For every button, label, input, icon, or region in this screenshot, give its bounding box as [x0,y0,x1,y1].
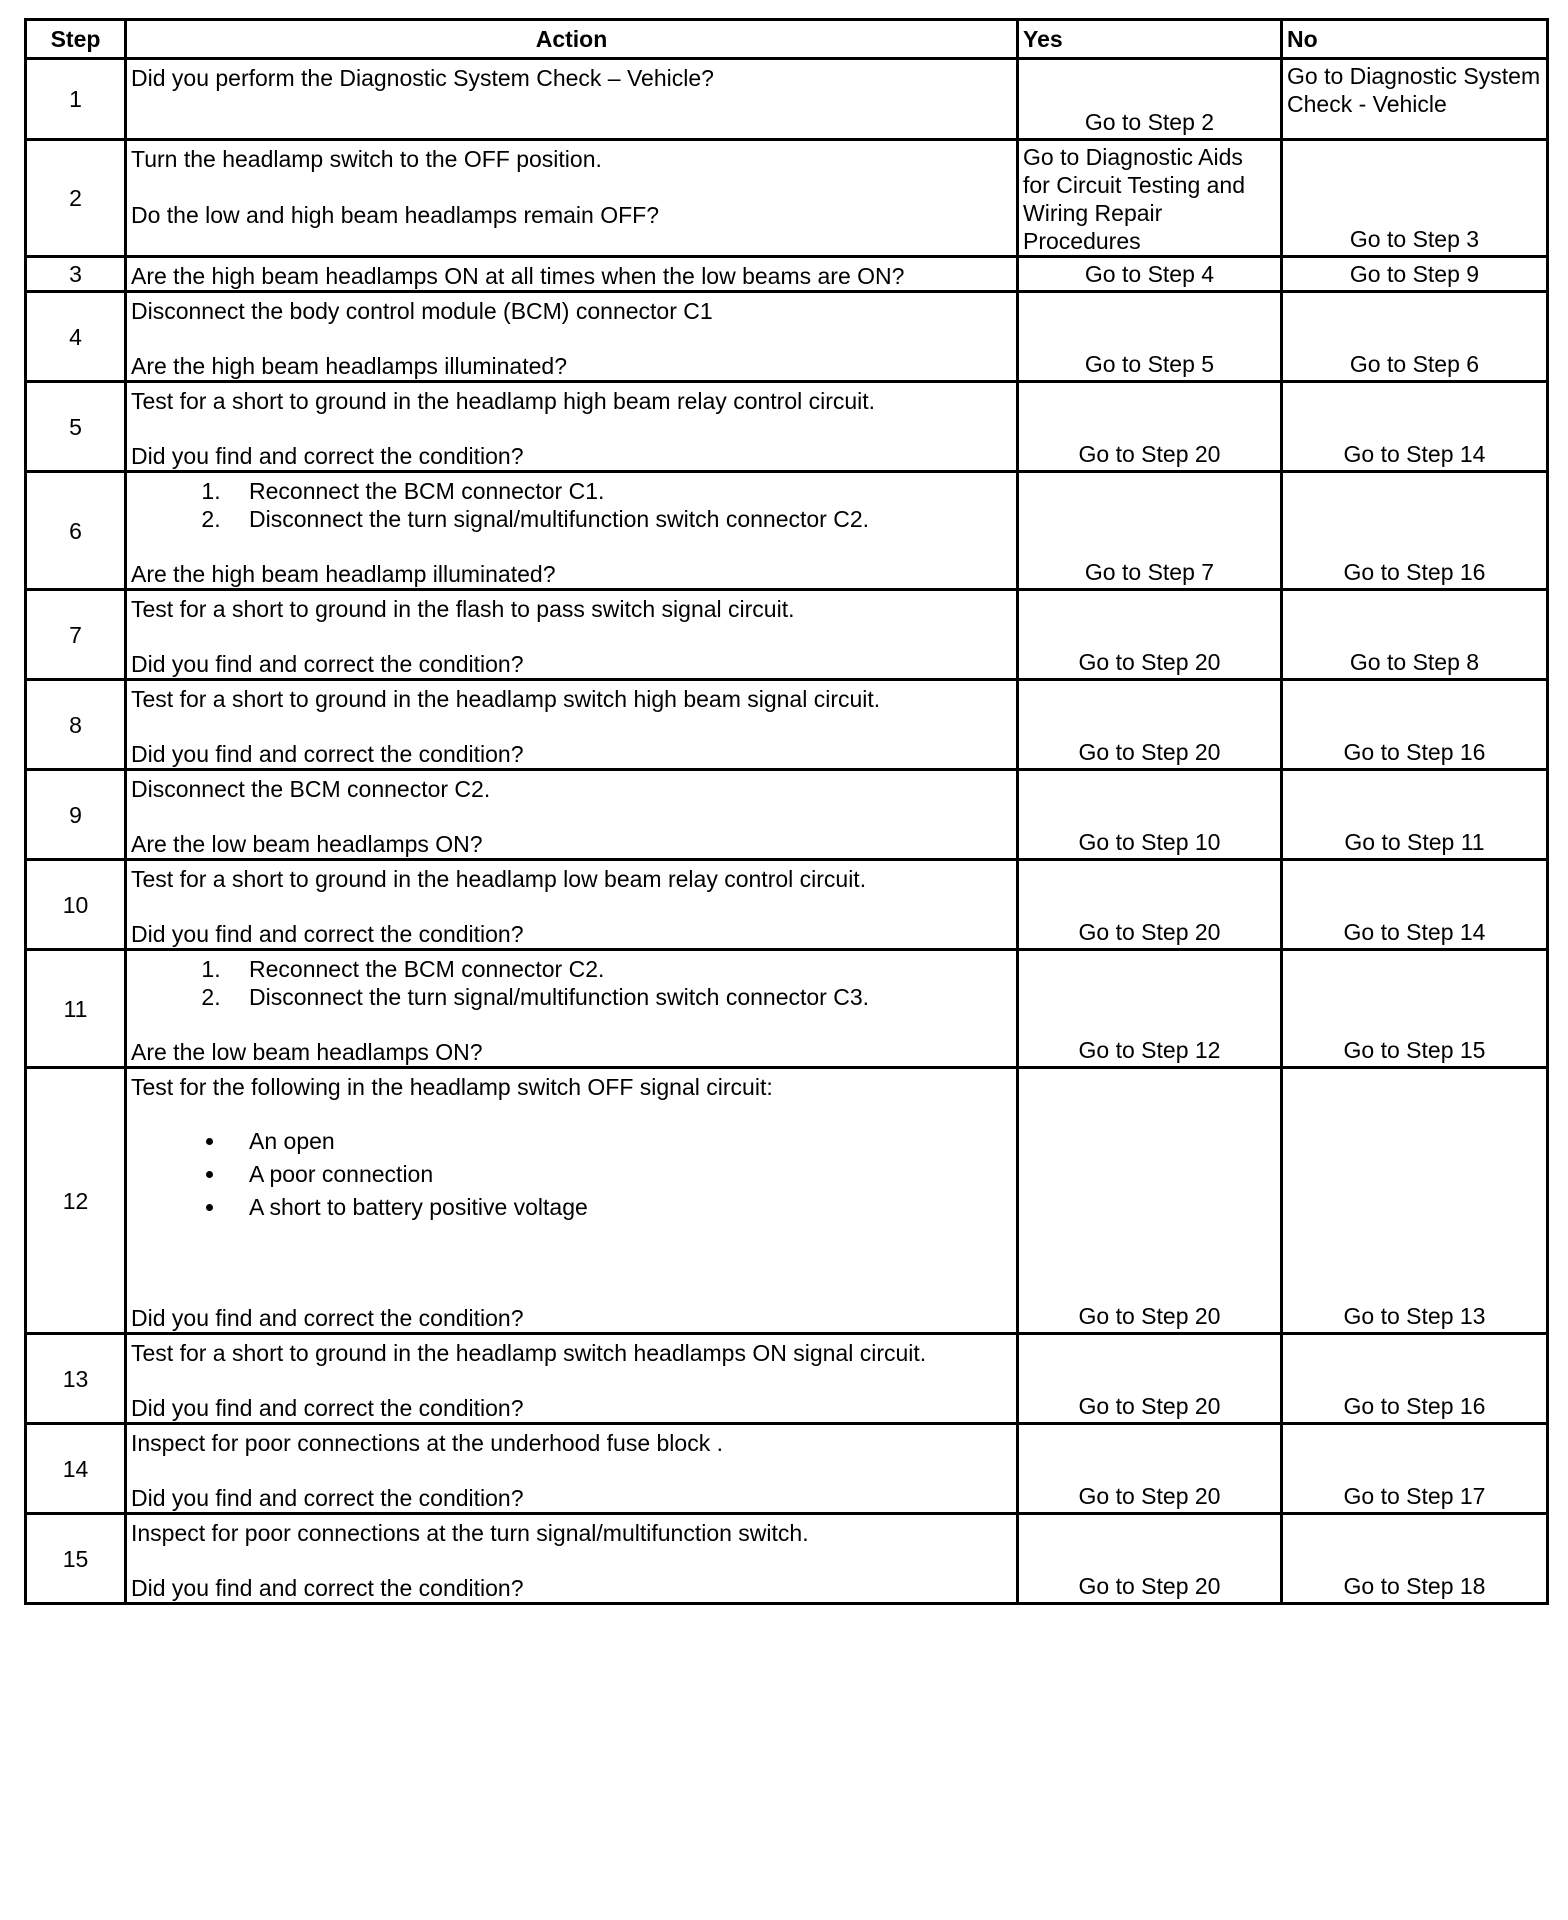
step-number: 3 [26,257,126,292]
action-instruction: Test for a short to ground in the headlamp switch headlamps ON signal circuit. [131,1340,927,1366]
list-item: • An open [227,1125,1012,1158]
no-result: Go to Step 13 [1282,1068,1548,1334]
action-text [126,292,1018,382]
yes-result: Go to Step 20 [1018,1514,1282,1604]
step-number: 14 [26,1424,126,1514]
no-result: Go to Step 14 [1282,382,1548,472]
no-result: Go to Step 14 [1282,860,1548,950]
header-row [26,20,1548,59]
list-item: • A poor connection [227,1158,1012,1191]
action-text: Did you perform the Diagnostic System Check – Vehicle? [126,59,1018,140]
yes-result: Go to Step 20 [1018,680,1282,770]
yes-result: Go to Step 20 [1018,860,1282,950]
list-item: 2. Disconnect the turn signal/multifunction switch connector C3. [227,983,1012,1011]
yes-result: Go to Step 12 [1018,950,1282,1068]
action-instruction: Inspect for poor connections at the turn signal/multifunction switch. [131,1520,809,1546]
action-steps-list [131,477,1012,533]
action-text [126,770,1018,860]
step-number: 1 [26,59,126,140]
action-text [126,950,1018,1068]
action-text [126,860,1018,950]
table-row [26,1424,1548,1514]
action-question: Are the high beam headlamps illuminated? [131,353,567,379]
table-row [26,590,1548,680]
list-item: 1. Reconnect the BCM connector C2. [227,955,1012,983]
yes-result: Go to Step 7 [1018,472,1282,590]
header-step: Step [26,20,126,59]
step-number: 10 [26,860,126,950]
no-result: Go to Diagnostic System Check - Vehicle [1282,59,1548,140]
step-number: 2 [26,140,126,257]
yes-result: Go to Step 20 [1018,1068,1282,1334]
yes-result: Go to Step 2 [1018,59,1282,140]
table-row [26,770,1548,860]
action-question: Are the high beam headlamp illuminated? [131,561,556,587]
action-instruction: Turn the headlamp switch to the OFF position. [131,146,602,172]
table-row [26,1514,1548,1604]
no-result: Go to Step 3 [1282,140,1548,257]
step-number: 12 [26,1068,126,1334]
yes-result: Go to Step 20 [1018,1424,1282,1514]
no-result: Go to Step 11 [1282,770,1548,860]
action-text [126,1514,1018,1604]
table-row [26,257,1548,292]
yes-result: Go to Step 20 [1018,590,1282,680]
action-text [126,590,1018,680]
action-instruction: Test for a short to ground in the headlamp low beam relay control circuit. [131,866,867,892]
action-instruction: Test for a short to ground in the headlamp switch high beam signal circuit. [131,686,881,712]
yes-result: Go to Step 20 [1018,382,1282,472]
step-number: 7 [26,590,126,680]
action-instruction: Disconnect the BCM connector C2. [131,776,491,802]
action-question: Did you find and correct the condition? [131,1305,524,1331]
list-item: 2. Disconnect the turn signal/multifunction switch connector C2. [227,505,1012,533]
table-row [26,472,1548,590]
no-result: Go to Step 9 [1282,257,1548,292]
action-question: Did you find and correct the condition? [131,1575,524,1601]
action-question: Are the low beam headlamps ON? [131,831,483,857]
step-number: 15 [26,1514,126,1604]
yes-result: Go to Step 4 [1018,257,1282,292]
action-instruction: Inspect for poor connections at the underhood fuse block . [131,1430,723,1456]
table-row [26,59,1548,140]
no-result: Go to Step 16 [1282,680,1548,770]
no-result: Go to Step 18 [1282,1514,1548,1604]
action-instruction: Test for a short to ground in the flash to pass switch signal circuit. [131,596,795,622]
table-row [26,140,1548,257]
diagnostic-table [24,18,1549,1605]
action-text: Are the high beam headlamps ON at all times when the low beams are ON? [126,257,1018,292]
step-number: 8 [26,680,126,770]
action-instruction: Disconnect the body control module (BCM) connector C1 [131,298,713,324]
action-question: Did you find and correct the condition? [131,1395,524,1421]
condition-bullet-list [131,1125,1012,1224]
no-result: Go to Step 17 [1282,1424,1548,1514]
action-text [126,1424,1018,1514]
yes-result: Go to Diagnostic Aids for Circuit Testing and Wiring Repair Procedures [1018,140,1282,257]
action-question: Did you find and correct the condition? [131,651,524,677]
table-row [26,680,1548,770]
step-number: 11 [26,950,126,1068]
no-result: Go to Step 16 [1282,1334,1548,1424]
no-result: Go to Step 16 [1282,472,1548,590]
table-row [26,382,1548,472]
action-instruction: Test for the following in the headlamp switch OFF signal circuit: [131,1074,773,1100]
action-instruction: Test for a short to ground in the headlamp high beam relay control circuit. [131,388,876,414]
header-yes: Yes [1018,20,1282,59]
action-question: Do the low and high beam headlamps remain OFF? [131,202,660,228]
yes-result: Go to Step 10 [1018,770,1282,860]
action-question: Are the low beam headlamps ON? [131,1039,483,1065]
action-steps-list [131,955,1012,1011]
header-action: Action [126,20,1018,59]
step-number: 13 [26,1334,126,1424]
table-row [26,292,1548,382]
action-question: Did you find and correct the condition? [131,443,524,469]
table-row [26,860,1548,950]
action-question: Did you find and correct the condition? [131,1485,524,1511]
table-row [26,1068,1548,1334]
yes-result: Go to Step 5 [1018,292,1282,382]
no-result: Go to Step 15 [1282,950,1548,1068]
step-number: 9 [26,770,126,860]
no-result: Go to Step 6 [1282,292,1548,382]
action-text [126,140,1018,257]
action-text [126,472,1018,590]
action-question: Did you find and correct the condition? [131,741,524,767]
action-question: Did you find and correct the condition? [131,921,524,947]
header-no: No [1282,20,1548,59]
yes-result: Go to Step 20 [1018,1334,1282,1424]
action-text [126,1068,1018,1334]
step-number: 4 [26,292,126,382]
list-item: 1. Reconnect the BCM connector C1. [227,477,1012,505]
no-result: Go to Step 8 [1282,590,1548,680]
action-text [126,382,1018,472]
table-row [26,950,1548,1068]
step-number: 5 [26,382,126,472]
table-row [26,1334,1548,1424]
step-number: 6 [26,472,126,590]
action-text [126,1334,1018,1424]
action-text [126,680,1018,770]
list-item: • A short to battery positive voltage [227,1191,1012,1224]
